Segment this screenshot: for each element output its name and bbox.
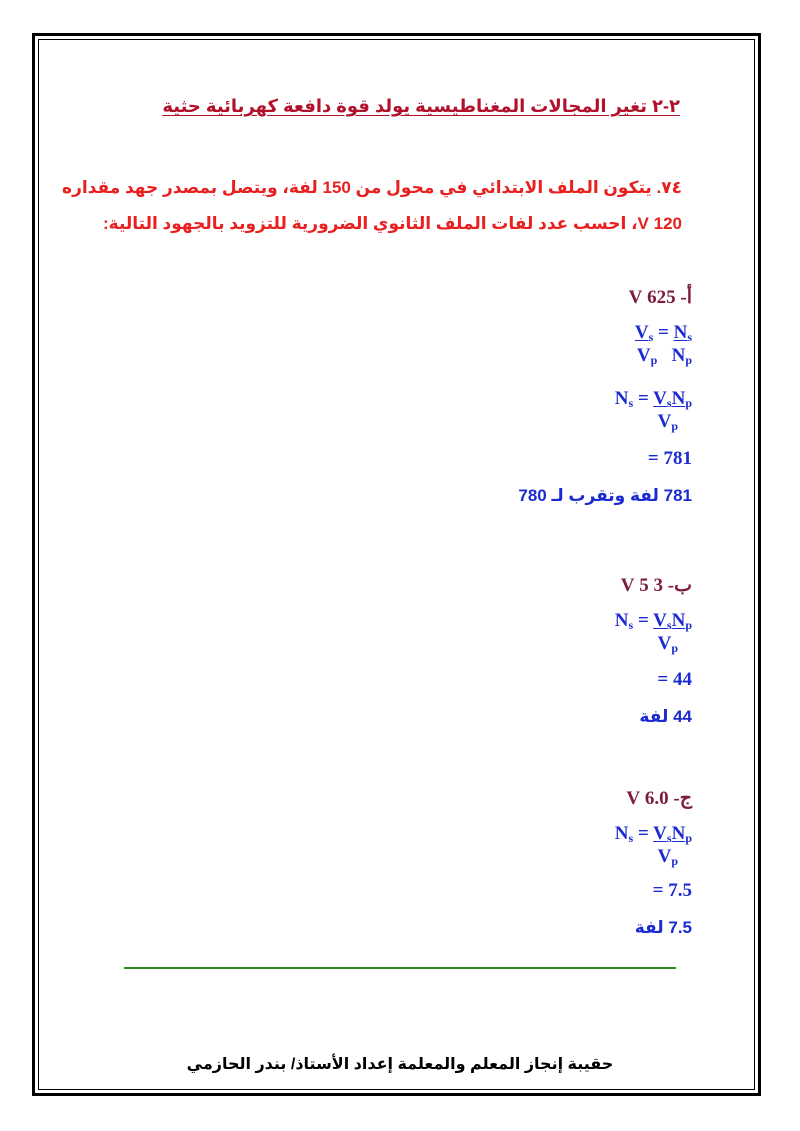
part-b-label: ب- 3 5 V [620, 575, 692, 596]
part-a-label: أ- 625 V [628, 287, 692, 308]
ratio-denominator: $V_p$ $N_p$ [636, 345, 692, 367]
formula-b-denominator: $V_p$ [657, 633, 678, 655]
part-b-result: = 44 [657, 669, 692, 690]
part-c-result: = 7.5 [652, 880, 692, 901]
part-b-answer: 44 لفة [639, 707, 692, 726]
formula-c-numerator: $N_s = V_sN_p$ [614, 823, 692, 845]
part-c-answer: 7.5 لفة [634, 918, 692, 937]
section-heading: ٢-٢ تغير المجالات المغناطيسية يولد قوة دافعة كهربائية حثية [162, 96, 680, 116]
formula-a-denominator: $V_p$ [657, 411, 678, 433]
part-a-answer: 781 لفة وتقرب لـ 780 [518, 486, 692, 505]
formula-b-numerator: $N_s = V_sN_p$ [614, 610, 692, 632]
ratio-numerator: $V_s = N_s$ [634, 322, 692, 344]
formula-c-denominator: $V_p$ [657, 846, 678, 868]
part-c-label: ج- 6.0 V [626, 788, 692, 809]
part-a-result: = 781 [647, 448, 692, 469]
footer-text: حقيبة إنجاز المعلم والمعلمة إعداد الأستاذ/ بندر الحازمي [186, 1056, 614, 1073]
divider-line [124, 967, 676, 969]
question-text [62, 170, 682, 242]
formula-a-numerator: $N_s = V_sN_p$ [614, 388, 692, 410]
question-line-2: 120 V، احسب عدد لفات الملف الثانوي الضرورية للتزويد بالجهود التالية: [102, 214, 682, 233]
question-line-1: ٧٤. يتكون الملف الابتدائي في محول من 150 لفة، ويتصل بمصدر جهد مقداره [62, 178, 682, 197]
